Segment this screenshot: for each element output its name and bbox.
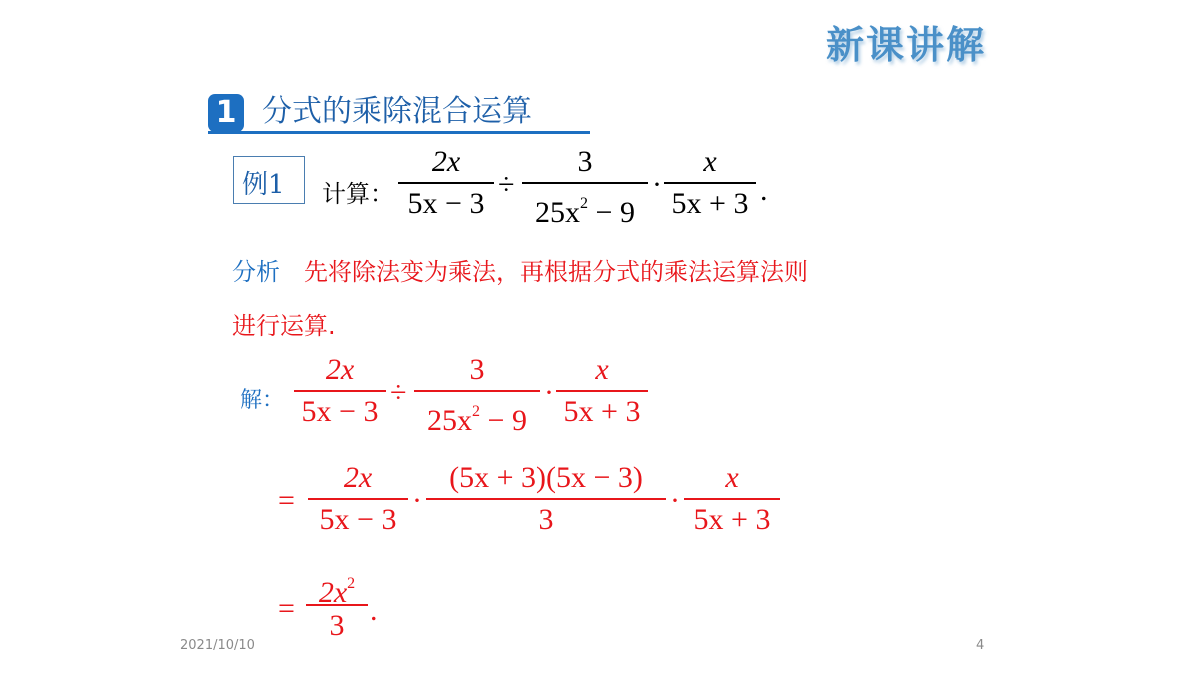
fraction-bar bbox=[556, 390, 648, 392]
period: . bbox=[370, 594, 378, 627]
lesson-badge-title: 新课讲解 bbox=[826, 23, 987, 67]
equals-sign: = bbox=[278, 592, 295, 625]
analysis-text-line-2: 进行运算. bbox=[232, 312, 336, 340]
denominator-term: − 9 bbox=[588, 195, 635, 229]
solution-l2-fraction-2 bbox=[426, 460, 666, 538]
fraction-bar bbox=[414, 390, 540, 392]
period: . bbox=[760, 174, 768, 207]
fraction-bar bbox=[684, 498, 780, 500]
fraction-denominator: 5x − 3 bbox=[407, 186, 485, 220]
equals-sign: = bbox=[278, 484, 295, 517]
fraction-denominator bbox=[522, 186, 648, 229]
calc-label: 计算： bbox=[322, 180, 394, 208]
solution-l1-fraction-2 bbox=[414, 352, 540, 437]
fraction-bar bbox=[664, 182, 756, 184]
exponent: 2 bbox=[580, 194, 589, 212]
fraction-numerator: 3 bbox=[577, 145, 593, 178]
analysis-text-line-1: 先将除法变为乘法，再根据分式的乘法运算法则 bbox=[304, 258, 808, 286]
fraction-bar bbox=[398, 182, 494, 184]
fraction-denominator: 3 bbox=[538, 502, 554, 536]
multiply-dot: · bbox=[652, 168, 662, 201]
multiply-dot: · bbox=[544, 376, 554, 409]
fraction-bar bbox=[522, 182, 648, 184]
solution-l3-fraction bbox=[306, 566, 368, 644]
example-fraction-2 bbox=[522, 144, 648, 229]
numerator-term: 2x bbox=[318, 576, 348, 609]
fraction-denominator: 5x − 3 bbox=[301, 394, 379, 428]
footer-page-number: 4 bbox=[976, 638, 985, 653]
fraction-denominator: 5x − 3 bbox=[319, 502, 397, 536]
solution-l1-fraction-1 bbox=[294, 352, 386, 430]
fraction-numerator bbox=[306, 566, 368, 609]
denominator-term: 25x bbox=[427, 403, 473, 437]
footer-date: 2021/10/10 bbox=[180, 638, 255, 653]
denominator-term: − 9 bbox=[480, 403, 527, 437]
fraction-bar bbox=[294, 390, 386, 392]
solution-l2-fraction-3 bbox=[684, 460, 780, 538]
multiply-dot: · bbox=[412, 484, 422, 517]
fraction-bar bbox=[426, 498, 666, 500]
fraction-numerator: 2x bbox=[431, 145, 461, 178]
exponent: 2 bbox=[472, 402, 481, 420]
fraction-numerator: x bbox=[703, 145, 717, 178]
solution-l1-fraction-3 bbox=[556, 352, 648, 430]
fraction-denominator: 3 bbox=[329, 608, 345, 642]
fraction-numerator: x bbox=[595, 353, 609, 386]
fraction-bar bbox=[308, 498, 408, 500]
fraction-denominator: 5x + 3 bbox=[671, 186, 749, 220]
section-number-badge: 1 bbox=[208, 94, 244, 132]
analysis-key: 分析 bbox=[232, 258, 280, 286]
fraction-numerator: (5x + 3)(5x − 3) bbox=[449, 461, 643, 494]
exponent: 2 bbox=[347, 575, 356, 592]
fraction-denominator bbox=[414, 394, 540, 437]
fraction-numerator: x bbox=[725, 461, 739, 494]
solution-l2-fraction-1 bbox=[308, 460, 408, 538]
example-label: 例1 bbox=[242, 170, 285, 200]
section-title: 分式的乘除混合运算 bbox=[262, 94, 532, 129]
divide-sign: ÷ bbox=[390, 376, 407, 409]
divide-sign: ÷ bbox=[498, 168, 515, 201]
solution-key: 解： bbox=[240, 388, 285, 413]
fraction-denominator: 5x + 3 bbox=[563, 394, 641, 428]
fraction-numerator: 2x bbox=[325, 353, 355, 386]
fraction-numerator: 3 bbox=[469, 353, 485, 386]
multiply-dot: · bbox=[670, 484, 680, 517]
fraction-numerator: 2x bbox=[343, 461, 373, 494]
example-fraction-3 bbox=[664, 144, 756, 222]
section-underline bbox=[208, 131, 590, 134]
fraction-denominator: 5x + 3 bbox=[693, 502, 771, 536]
denominator-term: 25x bbox=[535, 195, 581, 229]
example-fraction-1 bbox=[398, 144, 494, 222]
